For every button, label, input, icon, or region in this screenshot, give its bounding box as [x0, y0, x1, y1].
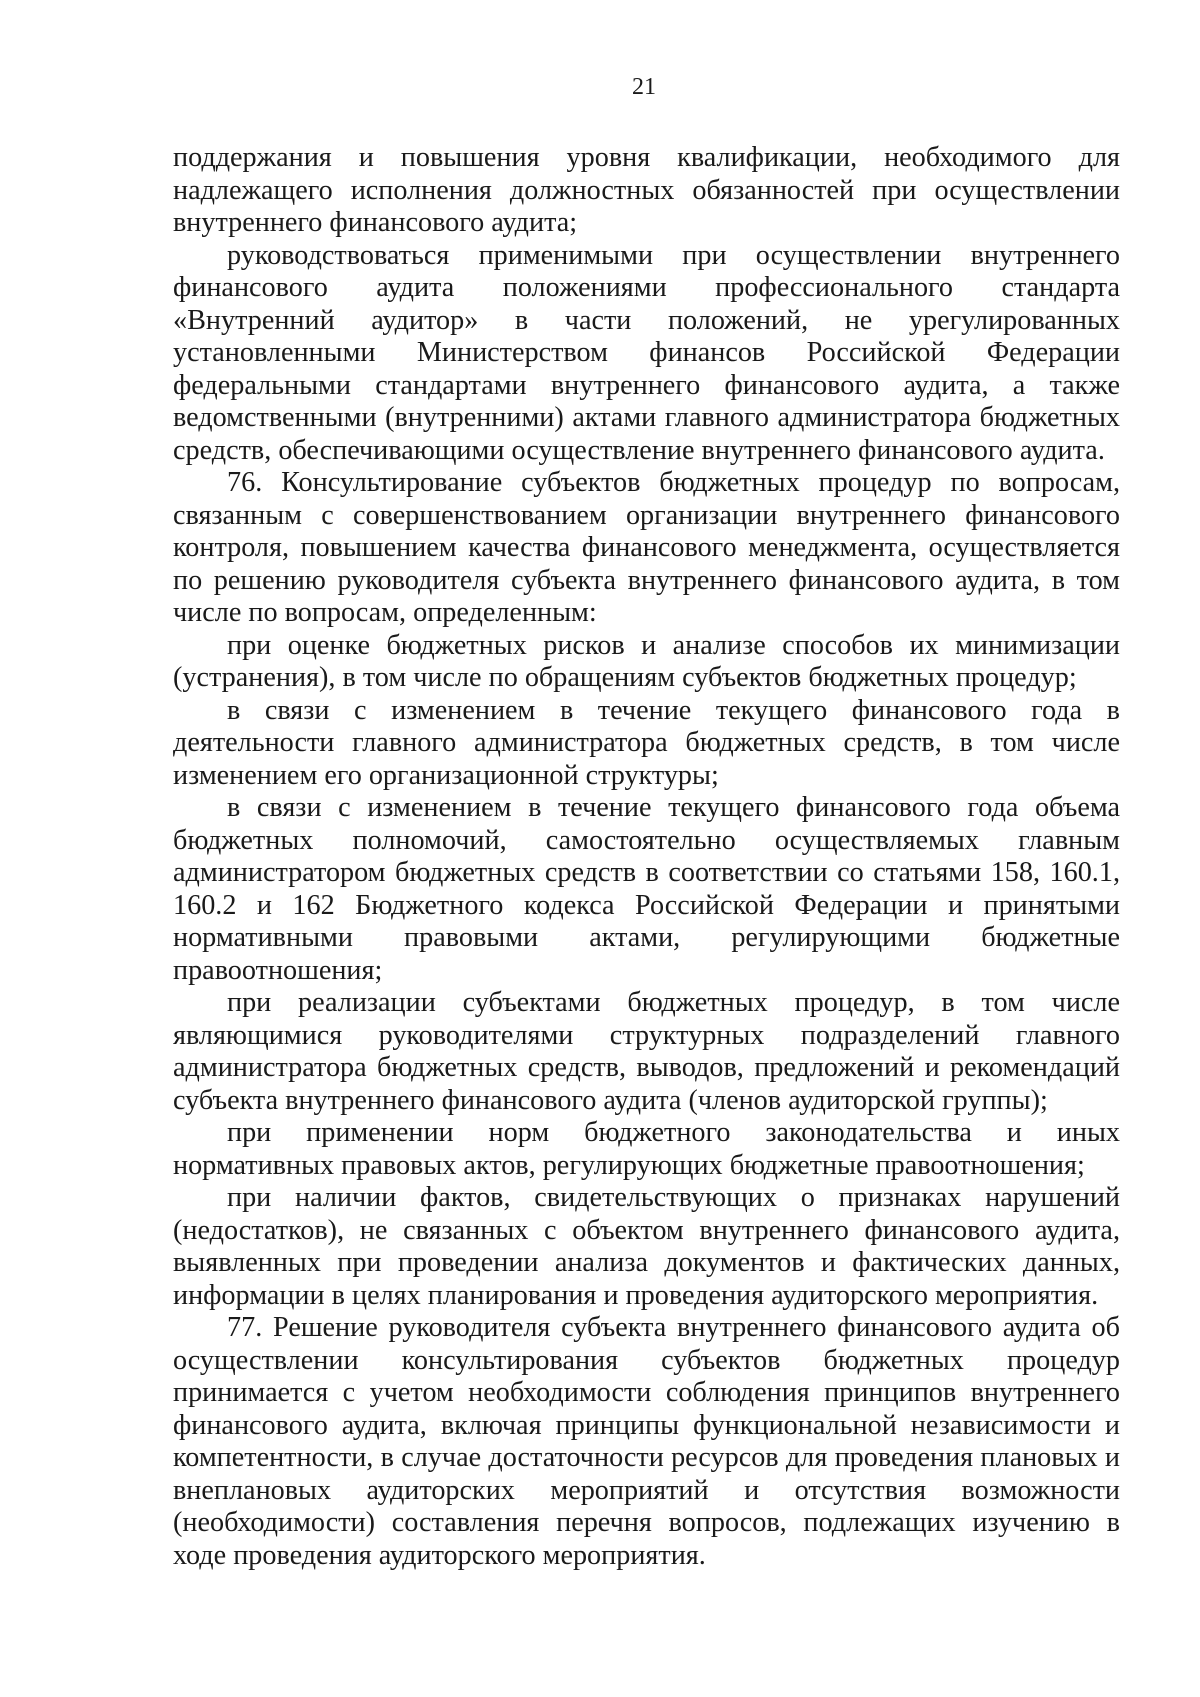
paragraph: в связи с изменением в течение текущего финансового года в деятельности главного администратора бюджетных средств, в том числе изменением его организационной структуры; — [173, 694, 1120, 791]
page-number: 21 — [632, 74, 656, 100]
paragraph-item-77: 77. Решение руководителя субъекта внутреннего финансового аудита об осуществлении консультирования субъектов бюджетных процедур принимается с учетом необходимости соблюдения принципов внутреннего финансового аудита, включая принципы функциональной независимости и компетентности, в случае достаточности ресурсов для проведения плановых и внеплановых аудиторских мероприятий и отсутствия возможности (необходимости) составления перечня вопросов, подлежащих изучению в ходе проведения аудиторского мероприятия. — [173, 1312, 1120, 1571]
paragraph: при применении норм бюджетного законодательства и иных нормативных правовых актов, регулирующих бюджетные правоотношения; — [173, 1117, 1120, 1181]
paragraph: при оценке бюджетных рисков и анализе способов их минимизации (устранения), в том числе по обращениям субъектов бюджетных процедур; — [173, 629, 1120, 693]
paragraph: в связи с изменением в течение текущего финансового года объема бюджетных полномочий, самостоятельно осуществляемых главным администратором бюджетных средств в соответствии со статьями 158, 160.1, 160.2 и 162 Бюджетного кодекса Российской Федерации и принятыми нормативными правовыми актами, регулирующими бюджетные правоотношения; — [173, 792, 1120, 986]
paragraph: руководствоваться применимыми при осуществлении внутреннего финансового аудита положениями профессионального стандарта «Внутренний аудитор» в части положений, не урегулированных установленными Министерством финансов Российской Федерации федеральными стандартами внутреннего финансового аудита, а также ведомственными (внутренними) актами главного администратора бюджетных средств, обеспечивающими осуществление внутреннего финансового аудита. — [173, 239, 1120, 466]
paragraph-item-76: 76. Консультирование субъектов бюджетных процедур по вопросам, связанным с совершенствованием организации внутреннего финансового контроля, повышением качества финансового менеджмента, осуществляется по решению руководителя субъекта внутреннего финансового аудита, в том числе по вопросам, определенным: — [173, 467, 1120, 628]
paragraph: при наличии фактов, свидетельствующих о признаках нарушений (недостатков), не связанных с объектом внутреннего финансового аудита, выявленных при проведении анализа документов и фактических данных, информации в целях планирования и проведения аудиторского мероприятия. — [173, 1182, 1120, 1311]
document-body — [173, 142, 1120, 1572]
paragraph: при реализации субъектами бюджетных процедур, в том числе являющимися руководителями структурных подразделений главного администратора бюджетных средств, выводов, предложений и рекомендаций субъекта внутреннего финансового аудита (членов аудиторской группы); — [173, 987, 1120, 1116]
paragraph-continuation: поддержания и повышения уровня квалификации, необходимого для надлежащего исполнения должностных обязанностей при осуществлении внутреннего финансового аудита; — [173, 142, 1120, 238]
